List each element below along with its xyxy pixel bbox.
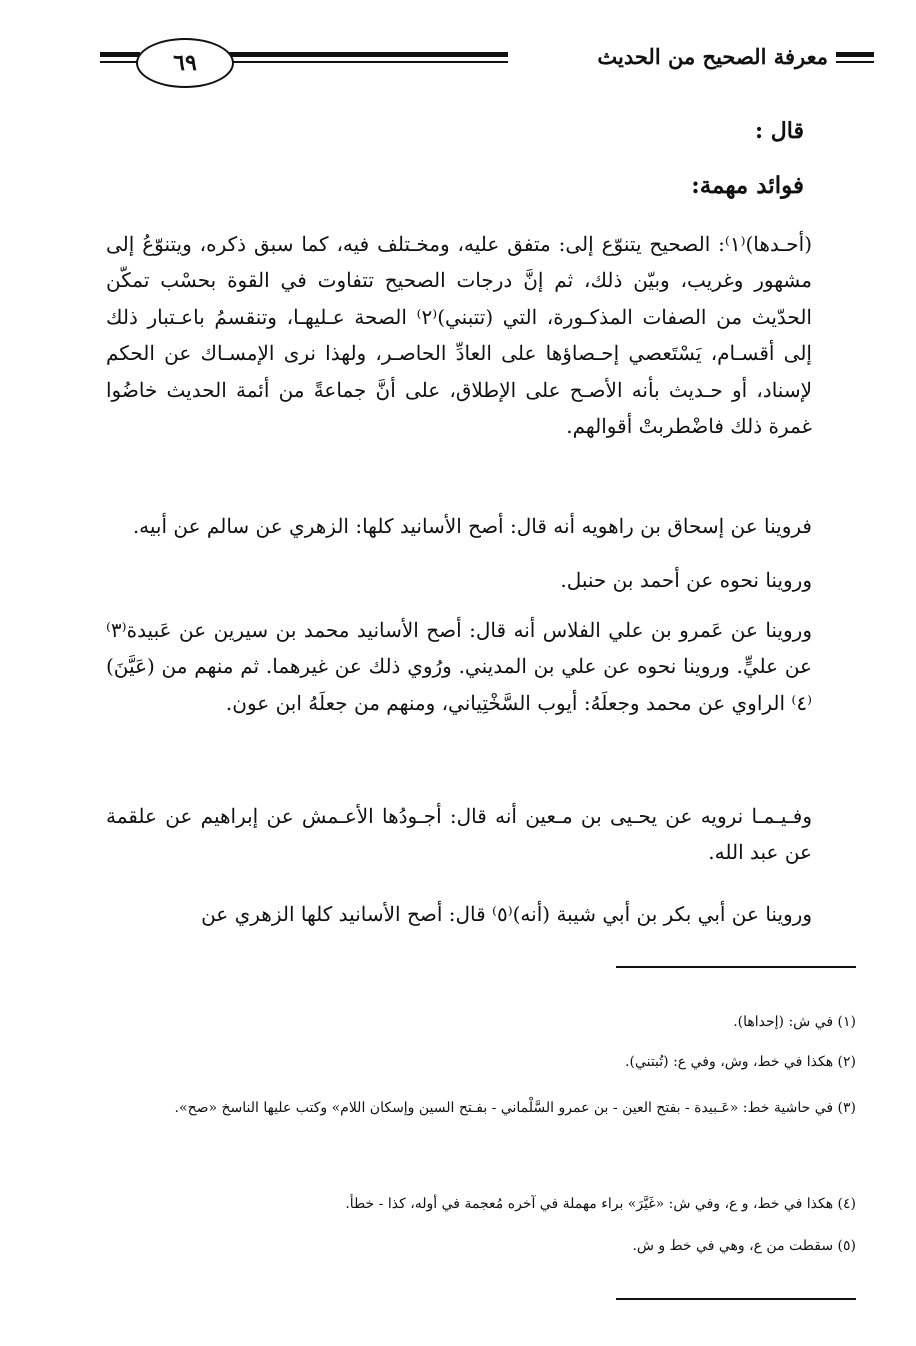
bottom-rule [616, 1298, 856, 1300]
header-ornament-left [228, 52, 508, 63]
page-number: ٦٩ [136, 38, 234, 88]
paragraph: وروينا عن عَمرو بن علي الفلاس أنه قال: أصح الأسانيد محمد بن سيرين عن عَبيدة⁽٣⁾ عن عليٍّ. وروينا نحوه عن علي بن المديني. ورُوي ذلك عن غيرهما. ثم منهم من (عَيَّنَ)⁽٤⁾ الراوي عن محمد وجعلَهُ: أيوب السَّخْتِياني، ومنهم من جعلَهُ ابن عون. [106, 618, 812, 715]
footnote-separator [616, 966, 856, 968]
section-subtitle: فوائد مهمة: [691, 172, 804, 199]
footnote: (٣) في حاشية خط: «عَـبيدة - بفتح العين - بن عمرو السَّلْماني - بفـتح السين وإسكان اللام» وكتب عليها الناسخ «صح». [174, 1100, 856, 1116]
footnote: (٢) هكذا في خط، وش، وفي ع: (تُبتني). [625, 1054, 856, 1070]
footnote: (٤) هكذا في خط، و ع، وفي ش: «غَيَّرَ» براء مهملة في آخره مُعجمة في أوله، كذا - خطأ. [345, 1196, 856, 1212]
paragraph: وفـيـمـا نرويه عن يحـيى بن مـعين أنه قال: أجـودُها الأعـمش عن إبراهيم عن علقمة عن عبد الله. [106, 804, 812, 865]
header-ornament-far-left [100, 52, 140, 63]
paragraph: فروينا عن إسحاق بن راهويه أنه قال: أصح الأسانيد كلها: الزهري عن سالم عن أبيه. [132, 514, 812, 538]
footnote: (٥) سقطت من ع، وهي في خط و ش. [632, 1238, 856, 1254]
paragraph: وروينا نحوه عن أحمد بن حنبل. [560, 568, 812, 592]
running-header-title: معرفة الصحيح من الحديث [597, 44, 828, 69]
footnote: (١) في ش: (إحداها). [733, 1014, 856, 1030]
paragraph: وروينا عن أبي بكر بن أبي شيبة (أنه)⁽٥⁾ قال: أصح الأسانيد كلها الزهري عن [201, 902, 812, 926]
paragraph: (أحـدها)⁽١⁾: الصحيح يتنوّع إلى: متفق عليه، ومخـتلف فيه، كما سبق ذكره، ويتنوّعُ إلى مشهور وغريب، وبيّن ذلك، ثم إنَّ درجات الصحيح تتفاوت في القوة بحسْب تمكّن الحدّيث من الصفات المذكـورة، التي (تتبني)⁽٢⁾ الصحة عـليهـا، وتنقسمُ باعـتبار ذلك إلى أقسـام، يَسْتَعصي إحـصاؤها على العادِّ الحاصـر، ولهذا نرى الإمسـاك عن الحكم لإسناد، أو حـديث بأنه الأصـح على الإطلاق، على أنَّ جماعةً من أئمة الحديث خاضُوا غمرة ذلك فاضْطربتْ أقوالهم. [106, 232, 812, 439]
qal-label: قال : [755, 118, 804, 144]
header-ornament-right [836, 52, 874, 63]
